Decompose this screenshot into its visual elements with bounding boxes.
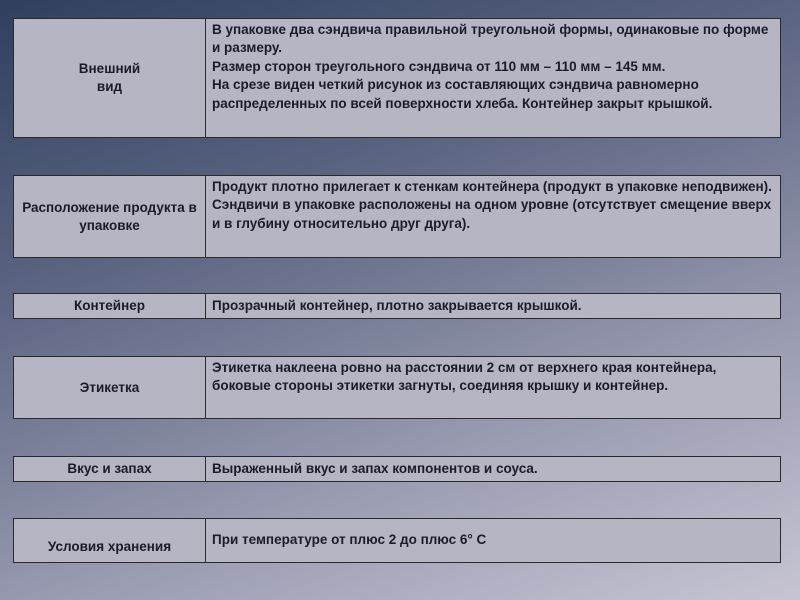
row-label: Вкус и запах [14,457,206,481]
content-line: При температуре от плюс 2 до плюс 6° С [212,532,487,548]
content-line: Прозрачный контейнер, плотно закрывается крышкой. [212,297,582,313]
row-label: Этикетка [14,357,206,418]
table-row-placement [13,175,781,258]
table-row-appearance [13,18,781,138]
content-line: Этикетка наклеена ровно на расстоянии 2 см от верхнего края контейнера, боковые стороны этикетки загнуты, соединяя крышку и контейнер. [212,360,717,394]
row-label: Контейнер [14,294,206,318]
content-line: Размер сторон треугольного сэндвича от 110 мм – 110 мм – 145 мм. [212,58,666,74]
content-line: Продукт плотно прилегает к стенкам контейнера (продукт в упаковке неподвижен). [212,179,772,194]
row-label: Условия хранения [14,519,206,562]
content-line: В упаковке два сэндвича правильной треугольной формы, одинаковые по форме и размеру. [212,22,769,56]
row-content [206,19,780,137]
table-row-label [13,356,781,419]
row-content [206,457,780,481]
row-content [206,294,780,318]
table-row-storage [13,518,781,563]
row-content [206,176,780,257]
row-label: Расположение продукта в упаковке [14,176,206,257]
row-content [206,519,780,562]
content-line: На срезе виден четкий рисунок из составляющих сэндвича равномерно распределенных по всей поверхности хлеба. Контейнер закрыт крышкой. [212,77,713,111]
table-row-container [13,293,781,319]
row-label: Внешний вид [14,19,206,137]
content-line: Выраженный вкус и запах компонентов и соуса. [212,460,538,476]
content-line: Сэндвичи в упаковке расположены на одном уровне (отсутствует смещение вверх и в глубину относительно друг друга). [212,197,772,231]
table-row-taste-smell [13,456,781,482]
row-content [206,357,780,418]
